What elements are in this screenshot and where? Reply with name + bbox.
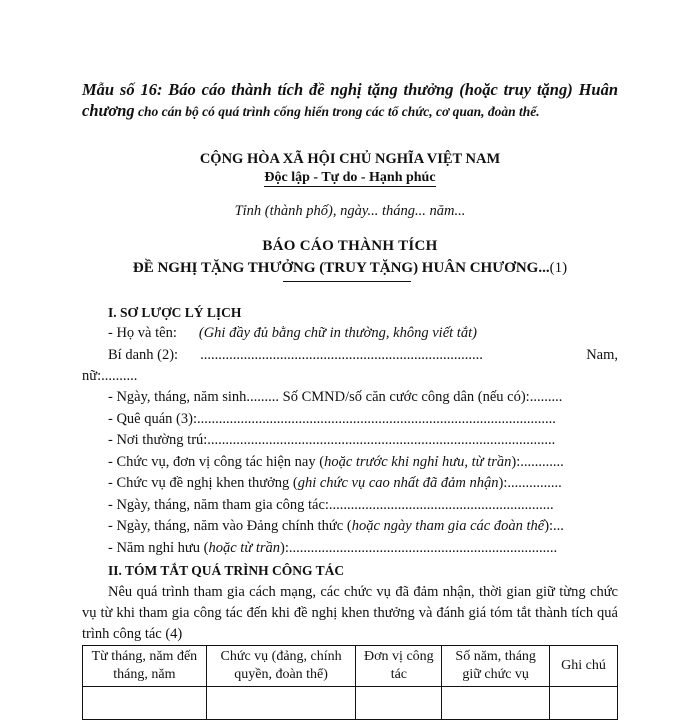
section2-paragraph: Nêu quá trình tham gia cách mạng, các chức vụ đã đảm nhận, thời gian giữ từng chức vụ từ khi tham gia công tác đến khi đề nghị khen thưởng và đánh giá tóm tắt thành tích quá trình công tác (4) xyxy=(82,584,618,642)
retire-row xyxy=(82,539,618,558)
form-subject: cho cán bộ có quá trình cống hiến trong các tổ chức, cơ quan, đoàn thể. xyxy=(134,104,540,119)
proposed-position-dots: ):............... xyxy=(498,475,562,491)
col-position: Chức vụ (đảng, chính quyền, đoàn thể) xyxy=(206,646,356,687)
alias-label: Bí danh (2): xyxy=(108,347,179,363)
col-notes: Ghi chú xyxy=(550,646,618,687)
col-period: Từ tháng, năm đến tháng, năm xyxy=(83,646,207,687)
section1-heading: I. SƠ LƯỢC LÝ LỊCH xyxy=(108,305,242,320)
gender-female-label: nữ:.......... xyxy=(82,368,138,384)
party-dots: ):... xyxy=(544,518,564,534)
retire-hint: hoặc từ trần xyxy=(208,540,281,556)
report-subtitle-text: ĐỀ NGHỊ TẶNG THƯỞNG (TRUY TẶNG) HUÂN CHƯƠNG... xyxy=(132,260,550,276)
party-row xyxy=(82,517,618,536)
table-row xyxy=(83,687,618,720)
residence-row: - Nơi thường trú:................................................................................................ xyxy=(108,432,556,448)
nation-name: CỘNG HÒA XÃ HỘI CHỦ NGHĨA VIỆT NAM xyxy=(199,151,501,167)
proposed-position-hint: ghi chức vụ cao nhất đã đảm nhận xyxy=(297,475,499,491)
title-underline xyxy=(283,281,411,282)
name-hint: (Ghi đầy đủ bằng chữ in thường, không viết tắt) xyxy=(198,325,477,341)
name-row xyxy=(82,324,618,343)
position-row xyxy=(82,453,618,472)
name-label: - Họ và tên: xyxy=(108,325,177,341)
form-heading xyxy=(82,80,618,122)
birth-row: - Ngày, tháng, năm sinh......... Số CMND/số căn cước công dân (nếu có):......... xyxy=(108,389,563,405)
party-label: - Ngày, tháng, năm vào Đảng chính thức ( xyxy=(108,518,352,534)
position-hint: hoặc trước khi nghỉ hưu, từ trần xyxy=(324,454,512,470)
party-hint: hoặc ngày tham gia các đoàn thể xyxy=(351,518,545,534)
retire-label: - Năm nghỉ hưu ( xyxy=(108,540,209,556)
col-unit: Đơn vị công tác xyxy=(356,646,442,687)
section2-heading: II. TÓM TẮT QUÁ TRÌNH CÔNG TÁC xyxy=(108,563,345,578)
table-cell xyxy=(550,687,618,720)
retire-dots: ):.......................................................................... xyxy=(280,540,558,556)
position-dots: ):............ xyxy=(511,454,564,470)
place-date: Tỉnh (thành phố), ngày... tháng... năm... xyxy=(234,203,466,219)
work-history-table xyxy=(82,645,618,720)
table-cell xyxy=(442,687,550,720)
join-work-row: - Ngày, tháng, năm tham gia công tác:.............................................................. xyxy=(108,497,554,513)
table-cell xyxy=(206,687,356,720)
proposed-position-label: - Chức vụ đề nghị khen thưởng ( xyxy=(108,475,298,491)
proposed-position-row xyxy=(82,474,618,493)
alias-dots: .............................................................................. xyxy=(200,347,483,363)
position-label: - Chức vụ, đơn vị công tác hiện nay ( xyxy=(108,454,325,470)
motto xyxy=(82,169,618,187)
table-cell xyxy=(83,687,207,720)
motto-text: Độc lập - Tự do - Hạnh phúc xyxy=(264,170,436,185)
form-label: Mẫu số 16: Báo cáo thành tích đề nghị tặng thưởng (hoặc truy tặng) Huân chương xyxy=(82,80,618,120)
col-duration: Số năm, tháng giữ chức vụ xyxy=(442,646,550,687)
table-header-row xyxy=(83,646,618,687)
report-title: BÁO CÁO THÀNH TÍCH xyxy=(262,238,438,254)
hometown-row: - Quê quán (3):................................................................................................... xyxy=(108,411,556,427)
report-subtitle-note: (1) xyxy=(549,260,568,276)
alias-row xyxy=(82,346,618,365)
table-cell xyxy=(356,687,442,720)
report-subtitle xyxy=(82,260,618,277)
gender-male-label: Nam, xyxy=(586,347,618,363)
